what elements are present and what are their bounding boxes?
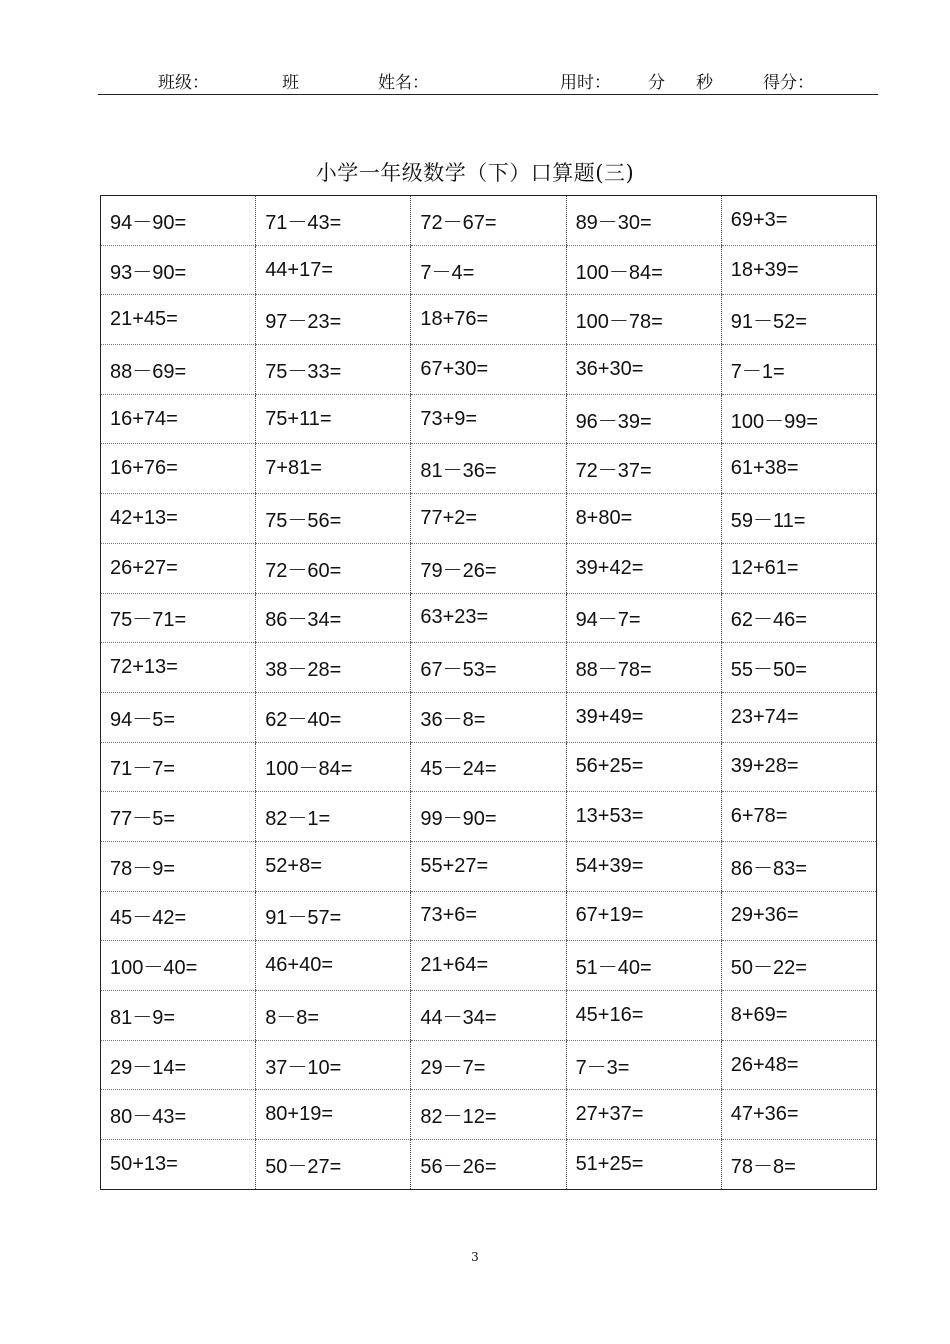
problem-cell: 7－1= (721, 345, 876, 395)
problem-cell: 78－9= (101, 841, 256, 891)
problem-cell: 16+74= (101, 394, 256, 444)
problem-cell: 62－46= (721, 593, 876, 643)
problem-cell: 88－78= (566, 643, 721, 693)
problem-cell: 97－23= (256, 295, 411, 345)
problem-cell: 29+36= (721, 891, 876, 941)
second-label: 秒 (696, 73, 713, 93)
minute-label: 分 (648, 73, 665, 93)
problem-cell: 39+28= (721, 742, 876, 792)
problem-cell: 52+8= (256, 841, 411, 891)
problem-cell: 75－33= (256, 345, 411, 395)
problem-cell: 81－9= (101, 991, 256, 1041)
problem-cell: 62－40= (256, 692, 411, 742)
table-row (101, 444, 877, 494)
problem-cell: 54+39= (566, 841, 721, 891)
worksheet-header (98, 66, 878, 95)
problem-cell: 50+13= (110, 1152, 178, 1175)
problem-cell: 73+6= (411, 891, 566, 941)
problem-cell: 71－43= (256, 196, 411, 246)
problem-cell: 56－26= (411, 1140, 566, 1190)
problem-cell: 82－1= (256, 792, 411, 842)
problem-cell: 79－26= (411, 543, 566, 593)
name-label: 姓名： (378, 73, 429, 93)
problem-cell: 94－7= (566, 593, 721, 643)
problem-cell: 38－28= (256, 643, 411, 693)
problem-cell: 86－34= (256, 593, 411, 643)
problem-cell: 26+27= (101, 543, 256, 593)
table-row (101, 345, 877, 395)
table-row (101, 494, 877, 544)
problem-cell: 36+30= (566, 345, 721, 395)
problem-cell: 100－84= (566, 245, 721, 295)
table-row (101, 593, 877, 643)
table-row (101, 295, 877, 345)
problem-cell: 13+53= (566, 792, 721, 842)
table-row (101, 991, 877, 1041)
problem-cell: 29－7= (411, 1040, 566, 1090)
problem-cell: 56+25= (566, 742, 721, 792)
problem-cell: 71－7= (101, 742, 256, 792)
class-suffix: 班 (282, 73, 299, 93)
problem-cell: 46+40= (256, 941, 411, 991)
problem-cell: 75+11= (256, 394, 411, 444)
table-row (101, 1040, 877, 1090)
problem-cell: 39+49= (566, 692, 721, 742)
problem-cell: 7+81= (256, 444, 411, 494)
problem-cell: 63+23= (411, 593, 566, 643)
table-row (101, 245, 877, 295)
problem-cell: 94－90= (101, 196, 256, 246)
problem-cell: 72－37= (566, 444, 721, 494)
problem-cell: 27+37= (566, 1090, 721, 1140)
problem-cell: 72－67= (411, 196, 566, 246)
table-row (101, 196, 877, 246)
problem-cell: 8+80= (566, 494, 721, 544)
problem-cell: 67+19= (566, 891, 721, 941)
problem-cell: 77－5= (101, 792, 256, 842)
problem-cell: 73+9= (411, 394, 566, 444)
problem-cell: 8+69= (721, 991, 876, 1041)
problem-cell: 96－39= (566, 394, 721, 444)
problem-grid (100, 195, 877, 1190)
problem-cell: 81－36= (411, 444, 566, 494)
problem-cell: 91－57= (256, 891, 411, 941)
problem-cell: 100－84= (256, 742, 411, 792)
page-number: 3 (471, 1250, 479, 1264)
problem-cell: 55－50= (721, 643, 876, 693)
table-row (101, 543, 877, 593)
score-label: 得分： (763, 73, 814, 93)
problem-cell: 45－24= (411, 742, 566, 792)
table-row (101, 941, 877, 991)
table-row (101, 792, 877, 842)
problem-cell: 50－22= (721, 941, 876, 991)
problem-cell: 69+3= (721, 196, 876, 246)
problem-cell: 82－12= (411, 1090, 566, 1140)
table-row (101, 1140, 877, 1190)
problem-cell: 80+19= (256, 1090, 411, 1140)
problem-cell: 21+64= (411, 941, 566, 991)
problem-cell: 100－99= (721, 394, 876, 444)
problem-cell: 99－90= (411, 792, 566, 842)
problem-cell: 94－5= (101, 692, 256, 742)
problem-cell: 75－71= (101, 593, 256, 643)
problem-cell: 67－53= (411, 643, 566, 693)
problem-cell: 18+76= (411, 295, 566, 345)
problem-cell: 72－60= (256, 543, 411, 593)
problem-cell: 59－11= (721, 494, 876, 544)
problem-cell: 45+16= (566, 991, 721, 1041)
table-row (101, 742, 877, 792)
problem-cell: 6+78= (721, 792, 876, 842)
table-row (101, 643, 877, 693)
class-label: 班级： (158, 73, 209, 93)
problem-cell: 21+45= (101, 295, 256, 345)
table-row (101, 394, 877, 444)
problem-cell: 86－83= (721, 841, 876, 891)
table-row (101, 1090, 877, 1140)
problem-cell: 72+13= (101, 643, 256, 693)
problem-cell: 77+2= (411, 494, 566, 544)
problem-cell: 18+39= (721, 245, 876, 295)
problem-cell: 36－8= (411, 692, 566, 742)
worksheet-title: 小学一年级数学（下）口算题(三) (315, 161, 635, 185)
problem-cell: 42+13= (101, 494, 256, 544)
problem-cell: 61+38= (721, 444, 876, 494)
problem-cell: 12+61= (721, 543, 876, 593)
problem-cell: 26+48= (721, 1040, 876, 1090)
time-label: 用时： (560, 73, 611, 93)
problem-cell: 55+27= (411, 841, 566, 891)
problem-cell: 44+17= (256, 245, 411, 295)
problem-cell: 89－30= (566, 196, 721, 246)
table-row (101, 841, 877, 891)
problem-cell: 8－8= (256, 991, 411, 1041)
problem-cell: 50－27= (256, 1140, 411, 1190)
problem-cell: 23+74= (721, 692, 876, 742)
problem-cell: 44－34= (411, 991, 566, 1041)
table-row (101, 692, 877, 742)
problem-cell: 45－42= (101, 891, 256, 941)
table-row (101, 891, 877, 941)
problem-cell: 100－78= (566, 295, 721, 345)
problem-cell: 37－10= (256, 1040, 411, 1090)
problem-cell: 7－3= (566, 1040, 721, 1090)
problem-cell: 47+36= (721, 1090, 876, 1140)
problem-cell: 80－43= (101, 1090, 256, 1140)
problem-cell: 29－14= (101, 1040, 256, 1090)
problem-cell: 93－90= (101, 245, 256, 295)
problem-cell: 75－56= (256, 494, 411, 544)
problem-cell: 51+25= (566, 1140, 721, 1190)
problem-cell: 91－52= (721, 295, 876, 345)
problem-cell: 7－4= (411, 245, 566, 295)
problem-cell: 16+76= (101, 444, 256, 494)
problem-cell: 67+30= (411, 345, 566, 395)
problem-cell: 78－8= (721, 1140, 876, 1190)
problem-cell: 39+42= (566, 543, 721, 593)
problem-cell: 51－40= (566, 941, 721, 991)
problem-cell: 100－40= (101, 941, 256, 991)
problem-cell: 88－69= (101, 345, 256, 395)
